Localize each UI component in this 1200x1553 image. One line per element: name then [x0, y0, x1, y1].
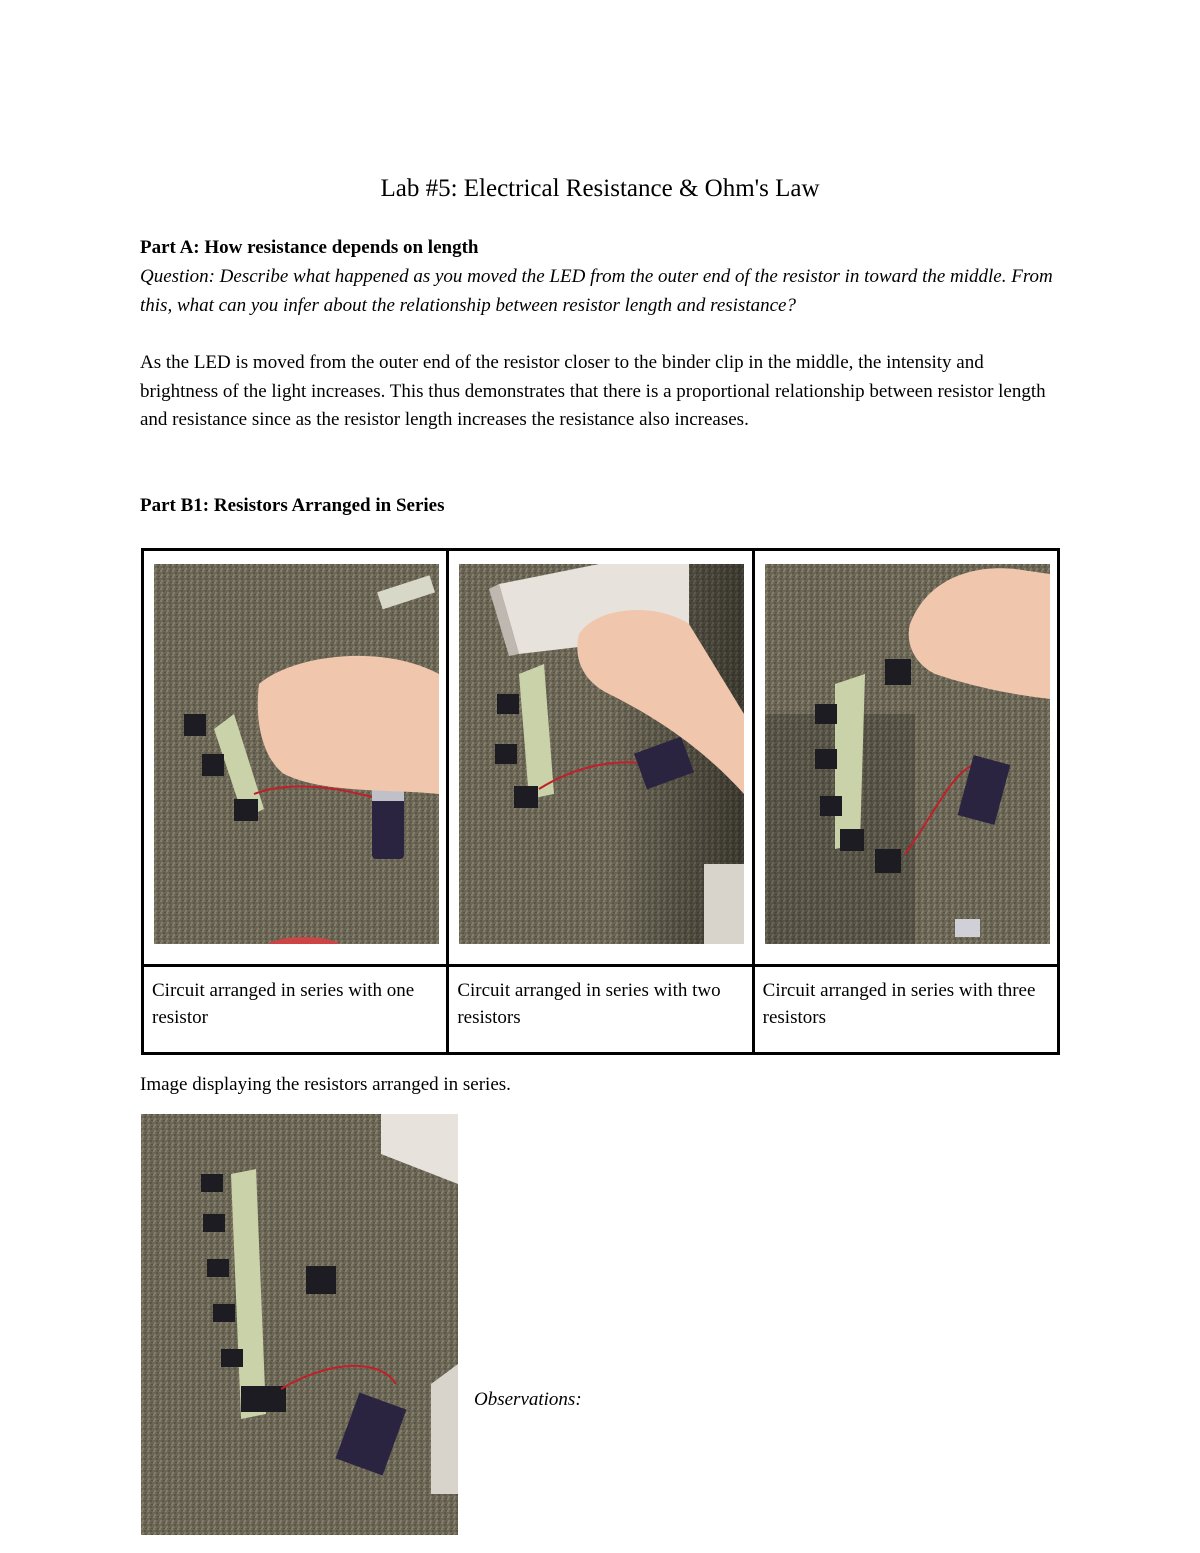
photo-cell-three-resistors: [753, 550, 1058, 966]
series-photo-table: [141, 548, 1060, 1055]
page-title: Lab #5: Electrical Resistance & Ohm's Law: [380, 175, 820, 202]
part-a-answer: As the LED is moved from the outer end of the resistor closer to the binder clip in the middle, the intensity and brightness of the light increases. This thus demonstrates that there is a proportional relationship between resistor length and resistance since as the resistor length increases the resistance also increases.: [140, 352, 1046, 430]
caption-one-resistor: Circuit arranged in series with one resistor: [143, 966, 448, 1054]
part-a-heading: Part A: How resistance depends on length: [140, 237, 479, 258]
caption-two-resistors: Circuit arranged in series with two resistors: [448, 966, 753, 1054]
photo-one-resistor: [154, 564, 439, 944]
photo-three-resistors: [765, 564, 1050, 944]
observations-label: Observations:: [474, 1389, 582, 1410]
part-b1-heading: Part B1: Resistors Arranged in Series: [140, 495, 445, 516]
image-caption: Image displaying the resistors arranged in series.: [140, 1074, 511, 1095]
photo-resistors-in-series: [141, 1114, 458, 1535]
caption-three-resistors: Circuit arranged in series with three resistors: [753, 966, 1058, 1054]
photo-two-resistors: [459, 564, 744, 944]
photo-cell-two-resistors: [448, 550, 753, 966]
part-a-question: Question: Describe what happened as you moved the LED from the outer end of the resistor in toward the middle. From this, what can you infer about the relationship between resistor length and resistance?: [140, 266, 1053, 316]
photo-cell-one-resistor: [143, 550, 448, 966]
